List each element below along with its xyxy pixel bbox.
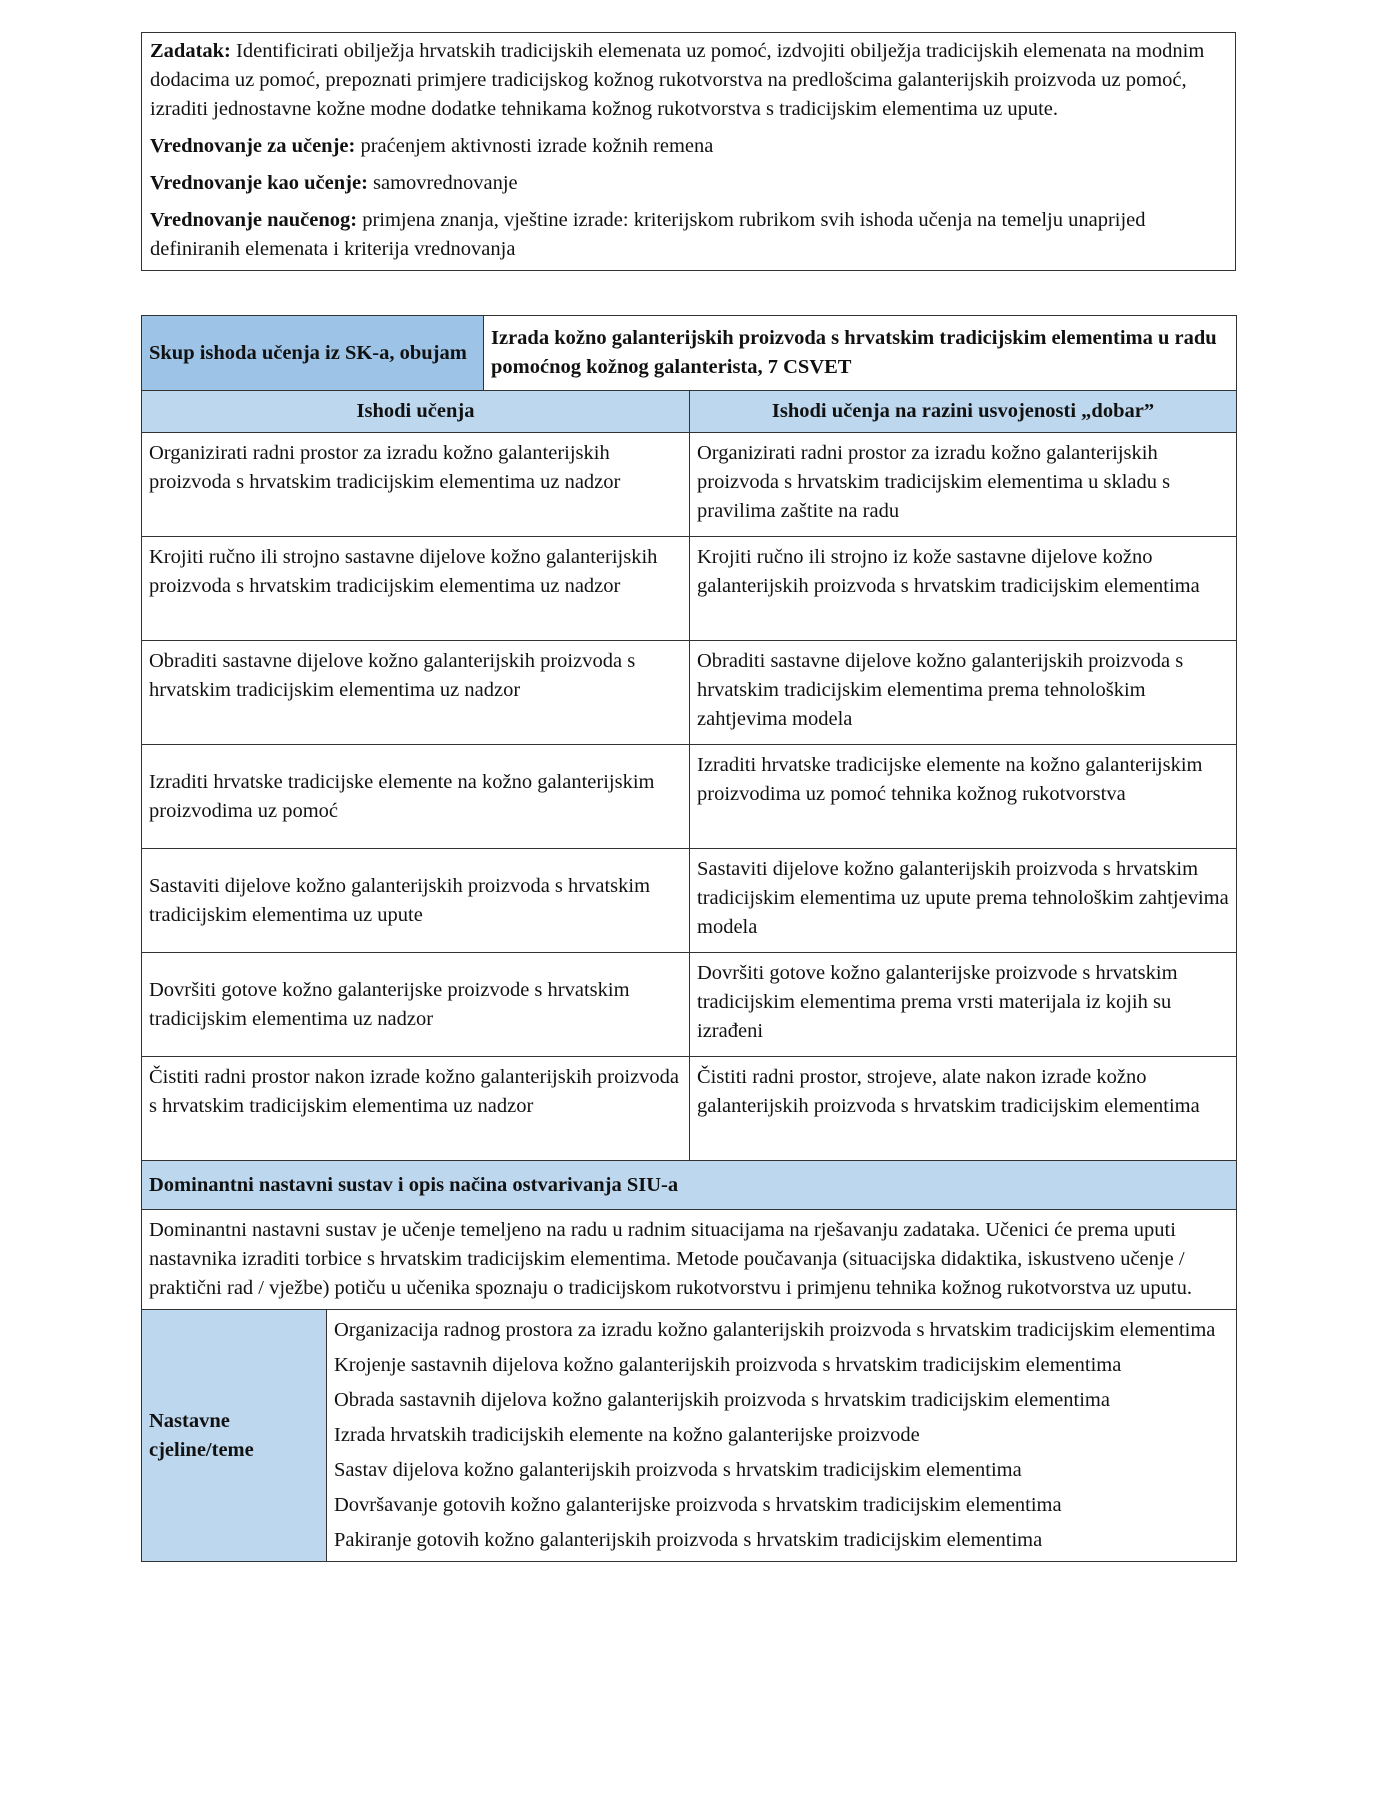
outcome-cell: Krojiti ručno ili strojno sastavne dijelove kožno galanterijskih proizvoda s hrvatskim tradicijskim elementima uz nadzor	[142, 537, 690, 641]
outcome-cell: Dovršiti gotove kožno galanterijske proizvode s hrvatskim tradicijskim elementima uz nadzor	[142, 953, 690, 1057]
outcome-good-cell: Dovršiti gotove kožno galanterijske proizvode s hrvatskim tradicijskim elementima prema vrsti materijala iz kojih su izrađeni	[690, 953, 1237, 1057]
outcome-set-value: Izrada kožno galanterijskih proizvoda s hrvatskim tradicijskim elementima u radu pomoćnog kožnog galanterista, 7 CSVET	[484, 316, 1237, 391]
topic-item: Obrada sastavnih dijelova kožno galanterijskih proizvoda s hrvatskim tradicijskim elementima	[334, 1389, 1110, 1411]
dominant-system-text-row	[142, 1210, 1237, 1310]
topic-item: Pakiranje gotovih kožno galanterijskih proizvoda s hrvatskim tradicijskim elementima	[334, 1529, 1043, 1551]
outcome-cell: Sastaviti dijelove kožno galanterijskih proizvoda s hrvatskim tradicijskim elementima uz upute	[142, 849, 690, 953]
topics-row	[142, 1310, 1237, 1562]
outcome-cell: Čistiti radni prostor nakon izrade kožno galanterijskih proizvoda s hrvatskim tradicijskim elementima uz nadzor	[142, 1057, 690, 1161]
topic-item: Organizacija radnog prostora za izradu kožno galanterijskih proizvoda s hrvatskim tradicijskim elementima	[334, 1319, 1216, 1341]
outcome-good-cell: Obraditi sastavne dijelove kožno galanterijskih proizvoda s hrvatskim tradicijskim elementima prema tehnološkim zahtjevima modela	[690, 641, 1237, 745]
outcome-good-cell: Izraditi hrvatske tradicijske elemente na kožno galanterijskim proizvodima uz pomoć tehnika kožnog rukotvorstva	[690, 745, 1237, 849]
table-row	[142, 953, 1237, 1057]
assessment-for-learning-label: Vrednovanje za učenje:	[150, 135, 356, 157]
task-paragraph	[150, 37, 1227, 124]
outcome-good-cell: Organizirati radni prostor za izradu kožno galanterijskih proizvoda s hrvatskim tradicijskim elementima u skladu s pravilima zaštite na radu	[690, 433, 1237, 537]
table-row	[142, 641, 1237, 745]
table-row	[142, 537, 1237, 641]
table-row	[142, 433, 1237, 537]
dominant-system-text: Dominantni nastavni sustav je učenje temeljeno na radu u radnim situacijama na rješavanju zadataka. Učenici će prema uputi nastavnika izraditi torbice s hrvatskim tradicijskim elementima. Metode poučavanja (situacijska didaktika, iskustveno učenje / praktični rad / vježbe) potiču u učenika spoznaju o tradicijskom rukotvorstvu i primjenu tehnika kožnog rukotvorstva uz uputu.	[142, 1210, 1237, 1310]
outcome-good-cell: Čistiti radni prostor, strojeve, alate nakon izrade kožno galanterijskih proizvoda s hrvatskim tradicijskim elementima	[690, 1057, 1237, 1161]
outcome-cell: Organizirati radni prostor za izradu kožno galanterijskih proizvoda s hrvatskim tradicijskim elementima uz nadzor	[142, 433, 690, 537]
table-row	[142, 1057, 1237, 1161]
table-row	[142, 849, 1237, 953]
task-text: Identificirati obilježja hrvatskih tradicijskih elemenata uz pomoć, izdvojiti obilježja tradicijskih elemenata na modnim dodacima uz pomoć, prepoznati primjere tradicijskog kožnog rukotvorstva na predlošcima galanterijskih proizvoda uz pomoć, izraditi jednostavne kožne modne dodatke tehnikama kožnog rukotvorstva s tradicijskim elementima uz upute.	[150, 40, 1205, 120]
learning-outcomes-table	[141, 315, 1237, 1562]
assessment-of-learning	[150, 206, 1227, 264]
table-row	[142, 745, 1237, 849]
task-label: Zadatak:	[150, 40, 231, 62]
assessment-as-learning-label: Vrednovanje kao učenje:	[150, 172, 368, 194]
column-header-row	[142, 391, 1237, 433]
column-header-outcomes: Ishodi učenja	[142, 391, 690, 433]
dominant-system-heading-row	[142, 1161, 1237, 1210]
assessment-of-learning-label: Vrednovanje naučenog:	[150, 209, 358, 231]
outcome-cell: Izraditi hrvatske tradicijske elemente na kožno galanterijskim proizvodima uz pomoć	[142, 745, 690, 849]
outcome-cell: Obraditi sastavne dijelove kožno galanterijskih proizvoda s hrvatskim tradicijskim elementima uz nadzor	[142, 641, 690, 745]
topics-list	[327, 1310, 1237, 1562]
topic-item: Krojenje sastavnih dijelova kožno galanterijskih proizvoda s hrvatskim tradicijskim elementima	[334, 1354, 1122, 1376]
topic-item: Dovršavanje gotovih kožno galanterijske proizvoda s hrvatskim tradicijskim elementima	[334, 1494, 1062, 1516]
task-description-box	[141, 32, 1236, 271]
topics-label: Nastavne cjeline/teme	[142, 1310, 327, 1562]
assessment-for-learning-text: praćenjem aktivnosti izrade kožnih remena	[355, 135, 714, 157]
topic-item: Izrada hrvatskih tradicijskih elemente na kožno galanterijske proizvode	[334, 1424, 920, 1446]
table-header-row	[142, 316, 1237, 391]
topic-item: Sastav dijelova kožno galanterijskih proizvoda s hrvatskim tradicijskim elementima	[334, 1459, 1022, 1481]
outcome-set-label: Skup ishoda učenja iz SK-a, obujam	[142, 316, 484, 391]
column-header-outcomes-good: Ishodi učenja na razini usvojenosti „dobar”	[690, 391, 1237, 433]
assessment-for-learning	[150, 132, 1227, 161]
document-page	[141, 32, 1236, 1562]
assessment-as-learning-text: samovrednovanje	[367, 172, 518, 194]
outcome-good-cell: Krojiti ručno ili strojno iz kože sastavne dijelove kožno galanterijskih proizvoda s hrvatskim tradicijskim elementima	[690, 537, 1237, 641]
assessment-as-learning	[150, 169, 1227, 198]
dominant-system-heading: Dominantni nastavni sustav i opis načina ostvarivanja SIU-a	[142, 1161, 1237, 1210]
assessment-of-learning-text: primjena znanja, vještine izrade: kriterijskom rubrikom svih ishoda učenja na temelju unaprijed definiranih elemenata i kriterija vrednovanja	[150, 209, 1146, 260]
outcome-good-cell: Sastaviti dijelove kožno galanterijskih proizvoda s hrvatskim tradicijskim elementima uz upute prema tehnološkim zahtjevima modela	[690, 849, 1237, 953]
